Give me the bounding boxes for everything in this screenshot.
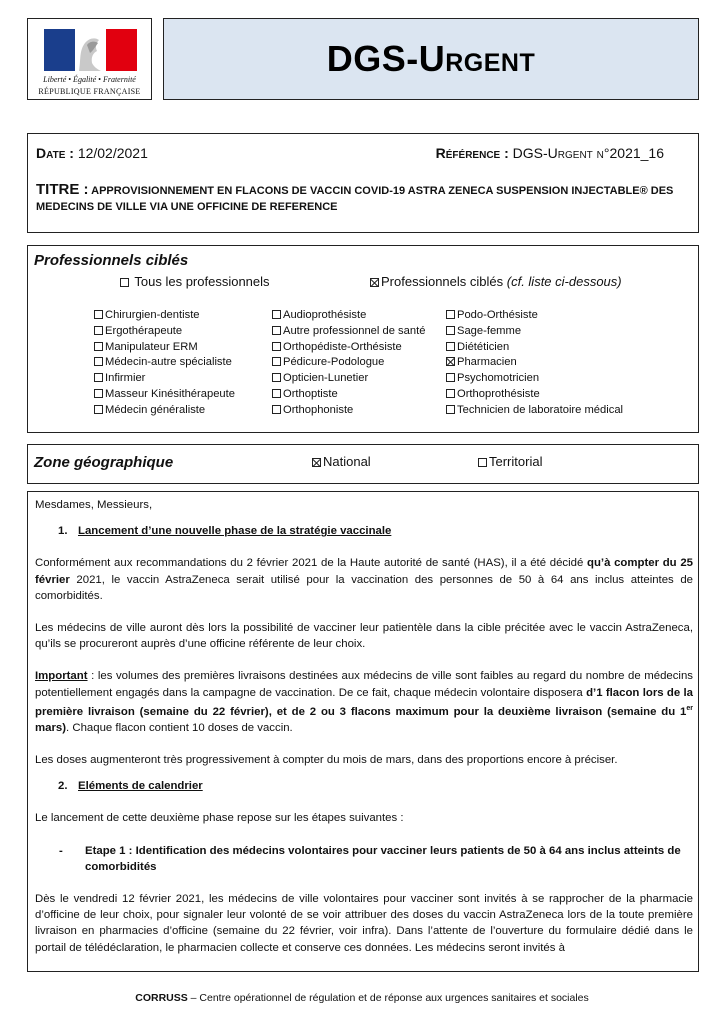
checkbox-icon[interactable] bbox=[94, 310, 103, 319]
checkbox-unchecked-icon[interactable] bbox=[478, 458, 487, 467]
list-item[interactable]: Orthoptiste bbox=[272, 387, 425, 403]
target-professionals-section bbox=[27, 245, 699, 433]
logo-motto: Liberté • Égalité • Fraternité bbox=[43, 75, 136, 84]
checkbox-checked-icon[interactable] bbox=[312, 458, 321, 467]
republique-logo bbox=[27, 18, 152, 100]
list-item[interactable]: Diététicien bbox=[446, 340, 623, 356]
footer-org: CORRUSS bbox=[135, 992, 188, 1004]
section-title-zone: Zone géographique bbox=[34, 454, 174, 471]
reference-label: Référence : bbox=[435, 145, 509, 161]
option-targeted-label: Professionnels ciblés bbox=[381, 274, 504, 289]
date-label: Date : bbox=[36, 145, 74, 161]
option-targeted-professionals[interactable] bbox=[370, 274, 622, 289]
list-item[interactable]: Sage-femme bbox=[446, 324, 623, 340]
option-all-professionals[interactable] bbox=[120, 274, 270, 289]
list-item[interactable]: Masseur Kinésithérapeute bbox=[94, 387, 235, 403]
checkbox-icon[interactable] bbox=[94, 326, 103, 335]
titre-label: TITRE : bbox=[36, 181, 89, 198]
list-item[interactable]: Psychomotricien bbox=[446, 371, 623, 387]
reference-line bbox=[436, 145, 664, 161]
checkbox-checked-icon[interactable] bbox=[370, 278, 379, 287]
list-item[interactable]: Infirmier bbox=[94, 371, 235, 387]
list-item[interactable]: Manipulateur ERM bbox=[94, 340, 235, 356]
checkbox-icon[interactable] bbox=[272, 342, 281, 351]
checkbox-icon[interactable] bbox=[272, 405, 281, 414]
checkbox-icon[interactable] bbox=[94, 357, 103, 366]
list-item[interactable]: Pédicure-Podologue bbox=[272, 355, 425, 371]
territorial-label: Territorial bbox=[489, 454, 543, 469]
checkbox-unchecked-icon[interactable] bbox=[120, 278, 129, 287]
document-title bbox=[36, 182, 676, 215]
geographic-zone-section bbox=[27, 444, 699, 484]
checkbox-checked-icon[interactable] bbox=[446, 357, 455, 366]
list-item[interactable]: Chirurgien-dentiste bbox=[94, 308, 235, 324]
professions-column-3 bbox=[446, 308, 623, 419]
checkbox-icon[interactable] bbox=[94, 389, 103, 398]
paragraph-6: Dès le vendredi 12 février 2021, les médecins de ville volontaires pour vacciner sont invités à se rapprocher de la pharmacie d’officine de leur choix, pour signaler leur volonté de se voir attribuer des doses du vaccin AstraZeneca lors de la toute première livraison en pharmacies d’officine (semaine du 22 février, voir infra). Dans l’attente de l’ouverture du formulaire dédié dans le portail de télédéclaration, le pharmacien collecte et conserve ces données. Les médecins seront invités à bbox=[35, 893, 693, 954]
checkbox-icon[interactable] bbox=[94, 373, 103, 382]
checkbox-icon[interactable] bbox=[446, 342, 455, 351]
list-item[interactable]: Podo-Orthésiste bbox=[446, 308, 623, 324]
list-item[interactable]: Ergothérapeute bbox=[94, 324, 235, 340]
page-title: DGS-Urgent bbox=[326, 38, 536, 79]
list-item[interactable]: Pharmacien bbox=[446, 355, 623, 371]
professions-column-1 bbox=[94, 308, 235, 419]
national-label: National bbox=[323, 454, 371, 469]
paragraph-1: Conformément aux recommandations du 2 février 2021 de la Haute autorité de santé (HAS), il a été décidé qu’à compter du 25 février 2021, le vaccin AstraZeneca serait utilisé pour la vaccination des personnes de 50 à 64 ans inclus atteintes de comorbidités. bbox=[35, 557, 693, 602]
checkbox-icon[interactable] bbox=[94, 405, 103, 414]
option-targeted-note: (cf. liste ci-dessous) bbox=[506, 274, 622, 289]
checkbox-icon[interactable] bbox=[446, 326, 455, 335]
option-territorial[interactable] bbox=[478, 454, 542, 469]
list-item[interactable]: Audioprothésiste bbox=[272, 308, 425, 324]
reference-value: DGS-Urgent n°2021_16 bbox=[512, 145, 664, 161]
footer-text: – Centre opérationnel de régulation et de réponse aux urgences sanitaires et sociales bbox=[187, 992, 589, 1004]
paragraph-2: Les médecins de ville auront dès lors la possibilité de vacciner leur patientèle dans la cible précitée avec le vaccin AstraZeneca, qu’ils se procureront auprès d’une officine référente de leur choix. bbox=[35, 622, 693, 651]
checkbox-icon[interactable] bbox=[272, 373, 281, 382]
paragraph-important: Important : les volumes des premières livraisons destinées aux médecins de ville sont faibles au regard du nombre de médecins potentiellement engagés dans la campagne de vaccination. De ce fait, chaque médecin volontaire disposera d’1 flacon lors de la première livraison (semaine du 22 février), et de 2 ou 3 flacons maximum pour la deuxième livraison (semaine du 1er mars). Chaque flacon contient 10 doses de vaccin. bbox=[35, 670, 694, 734]
option-national[interactable] bbox=[312, 454, 371, 469]
checkbox-icon[interactable] bbox=[94, 342, 103, 351]
section-title-professionals: Professionnels ciblés bbox=[34, 252, 189, 269]
option-all-label: Tous les professionnels bbox=[134, 274, 270, 289]
date-line bbox=[36, 145, 148, 161]
salutation: Mesdames, Messieurs, bbox=[35, 499, 153, 511]
step-1-heading: - Etape 1 : Identification des médecins volontaires pour vacciner leurs patients de 50 à 64 ans inclus atteints de comorbidités bbox=[59, 844, 681, 873]
checkbox-icon[interactable] bbox=[446, 373, 455, 382]
marianne-flag-icon bbox=[44, 29, 137, 71]
dgs-urgent-banner bbox=[163, 18, 699, 100]
section-heading-1: 1. Lancement d’une nouvelle phase de la stratégie vaccinale bbox=[58, 525, 392, 538]
list-item[interactable]: Orthoprothésiste bbox=[446, 387, 623, 403]
list-item[interactable]: Médecin généraliste bbox=[94, 403, 235, 419]
checkbox-icon[interactable] bbox=[272, 357, 281, 366]
checkbox-icon[interactable] bbox=[272, 389, 281, 398]
list-item[interactable]: Orthopédiste-Orthésiste bbox=[272, 340, 425, 356]
paragraph-5: Le lancement de cette deuxième phase repose sur les étapes suivantes : bbox=[35, 812, 404, 825]
logo-republic: RÉPUBLIQUE FRANÇAISE bbox=[38, 87, 141, 96]
list-item[interactable]: Orthophoniste bbox=[272, 403, 425, 419]
section-heading-2: 2. Eléments de calendrier bbox=[58, 780, 203, 793]
titre-text: APPROVISIONNEMENT EN FLACONS DE VACCIN COVID-19 ASTRA ZENECA SUSPENSION INJECTABLE® DES MEDECINS DE VILLE VIA UNE OFFICINE DE REFERENCE bbox=[36, 185, 674, 213]
checkbox-icon[interactable] bbox=[272, 326, 281, 335]
list-item[interactable]: Médecin-autre spécialiste bbox=[94, 355, 235, 371]
professions-column-2 bbox=[272, 308, 425, 419]
checkbox-icon[interactable] bbox=[272, 310, 281, 319]
list-item[interactable]: Opticien-Lunetier bbox=[272, 371, 425, 387]
date-value: 12/02/2021 bbox=[77, 145, 148, 161]
page-footer bbox=[0, 992, 724, 1004]
checkbox-icon[interactable] bbox=[446, 389, 455, 398]
list-item[interactable]: Technicien de laboratoire médical bbox=[446, 403, 623, 419]
message-body bbox=[27, 491, 699, 972]
document-meta bbox=[27, 133, 699, 233]
paragraph-4: Les doses augmenteront très progressivement à compter du mois de mars, dans des proportions encore à préciser. bbox=[35, 754, 618, 767]
checkbox-icon[interactable] bbox=[446, 405, 455, 414]
list-item[interactable]: Autre professionnel de santé bbox=[272, 324, 425, 340]
checkbox-icon[interactable] bbox=[446, 310, 455, 319]
